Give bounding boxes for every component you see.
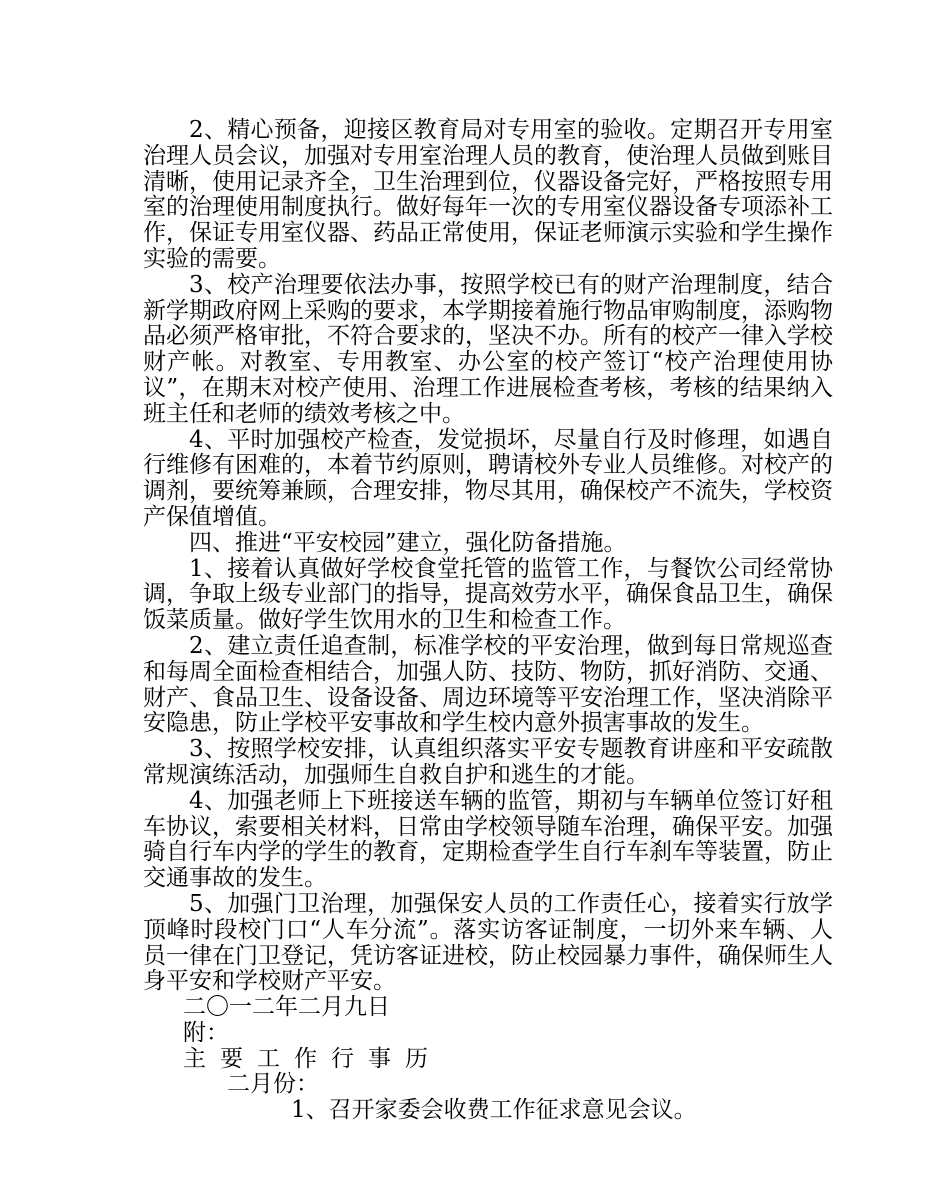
- paragraph-responsibility-system: 2、建立责任追查制，标准学校的平安治理，做到每日常规巡查和每周全面检查相结合，加强人防、技防、物防，抓好消防、交通、财产、食品卫生、设备设备、周边环境等平安治理工作，坚决消除平安隐患，防止学校平安事故和学生校内意外损害事故的发生。: [143, 632, 833, 737]
- schedule-item: 1、召开家委会收费工作征求意见会议。: [291, 1097, 697, 1124]
- appendix-title: 主要工作行事历: [183, 1045, 442, 1072]
- paragraph-gate-management: 5、加强门卫治理，加强保安人员的工作责任心，接着实行放学顶峰时段校门口“人车分流”。落实访客证制度，一切外来车辆、人员一律在门卫登记，凭访客证进校，防止校园暴力事件，确保师生人身平安和学校财产平安。: [143, 890, 833, 995]
- month-heading: 二月份：: [227, 1071, 319, 1098]
- appendix-label: 附：: [183, 1019, 229, 1046]
- paragraph-specialroom-acceptance: 2、精心预备，迎接区教育局对专用室的验收。定期召开专用室治理人员会议，加强对专用室治理人员的教育，使治理人员做到账目清晰，使用记录齐全，卫生治理到位，仪器设备完好，严格按照专用室的治理使用制度执行。做好每年一次的专用室仪器设备专项添补工作，保证专用室仪器、药品正常使用，保证老师演示实验和学生操作实验的需要。: [143, 117, 833, 272]
- paragraph-vehicle-supervision: 4、加强老师上下班接送车辆的监管，期初与车辆单位签订好租车协议，索要相关材料，日常由学校领导随车治理，确保平安。加强骑自行车内学的学生的教育，定期检查学生自行车刹车等装置，防止交通事故的发生。: [143, 787, 833, 892]
- paragraph-safety-education: 3、按照学校安排，认真组织落实平安专题教育讲座和平安疏散常规演练活动，加强师生自救自护和逃生的才能。: [143, 736, 833, 788]
- section-heading-safe-campus: 四、推进“平安校园”建立，强化防备措施。: [189, 529, 627, 556]
- paragraph-property-inspection: 4、平时加强校产检查，发觉损坏，尽量自行及时修理，如遇自行维修有困难的，本着节约原则，聘请校外专业人员维修。对校产的调剂，要统筹兼顾，合理安排，物尽其用，确保校产不流失，学校资产保值增值。: [143, 426, 833, 530]
- paragraph-canteen-supervision: 1、接着认真做好学校食堂托管的监管工作，与餐饮公司经常协调，争取上级专业部门的指导，提高效劳水平，确保食品卫生，确保饭菜质量。做好学生饮用水的卫生和检查工作。: [143, 555, 833, 634]
- document-body: [143, 118, 833, 1124]
- paragraph-property-management: 3、校产治理要依法办事，按照学校已有的财产治理制度，结合新学期政府网上采购的要求，本学期接着施行物品审购制度，添购物品必须严格审批，不符合要求的，坚决不办。所有的校产一律入学校财产帐。对教室、专用教室、办公室的校产签订“校产治理使用协议”，在期末对校产使用、治理工作进展检查考核，考核的结果纳入班主任和老师的绩效考核之中。: [143, 271, 833, 427]
- document-date: 二〇一二年二月九日: [183, 994, 390, 1021]
